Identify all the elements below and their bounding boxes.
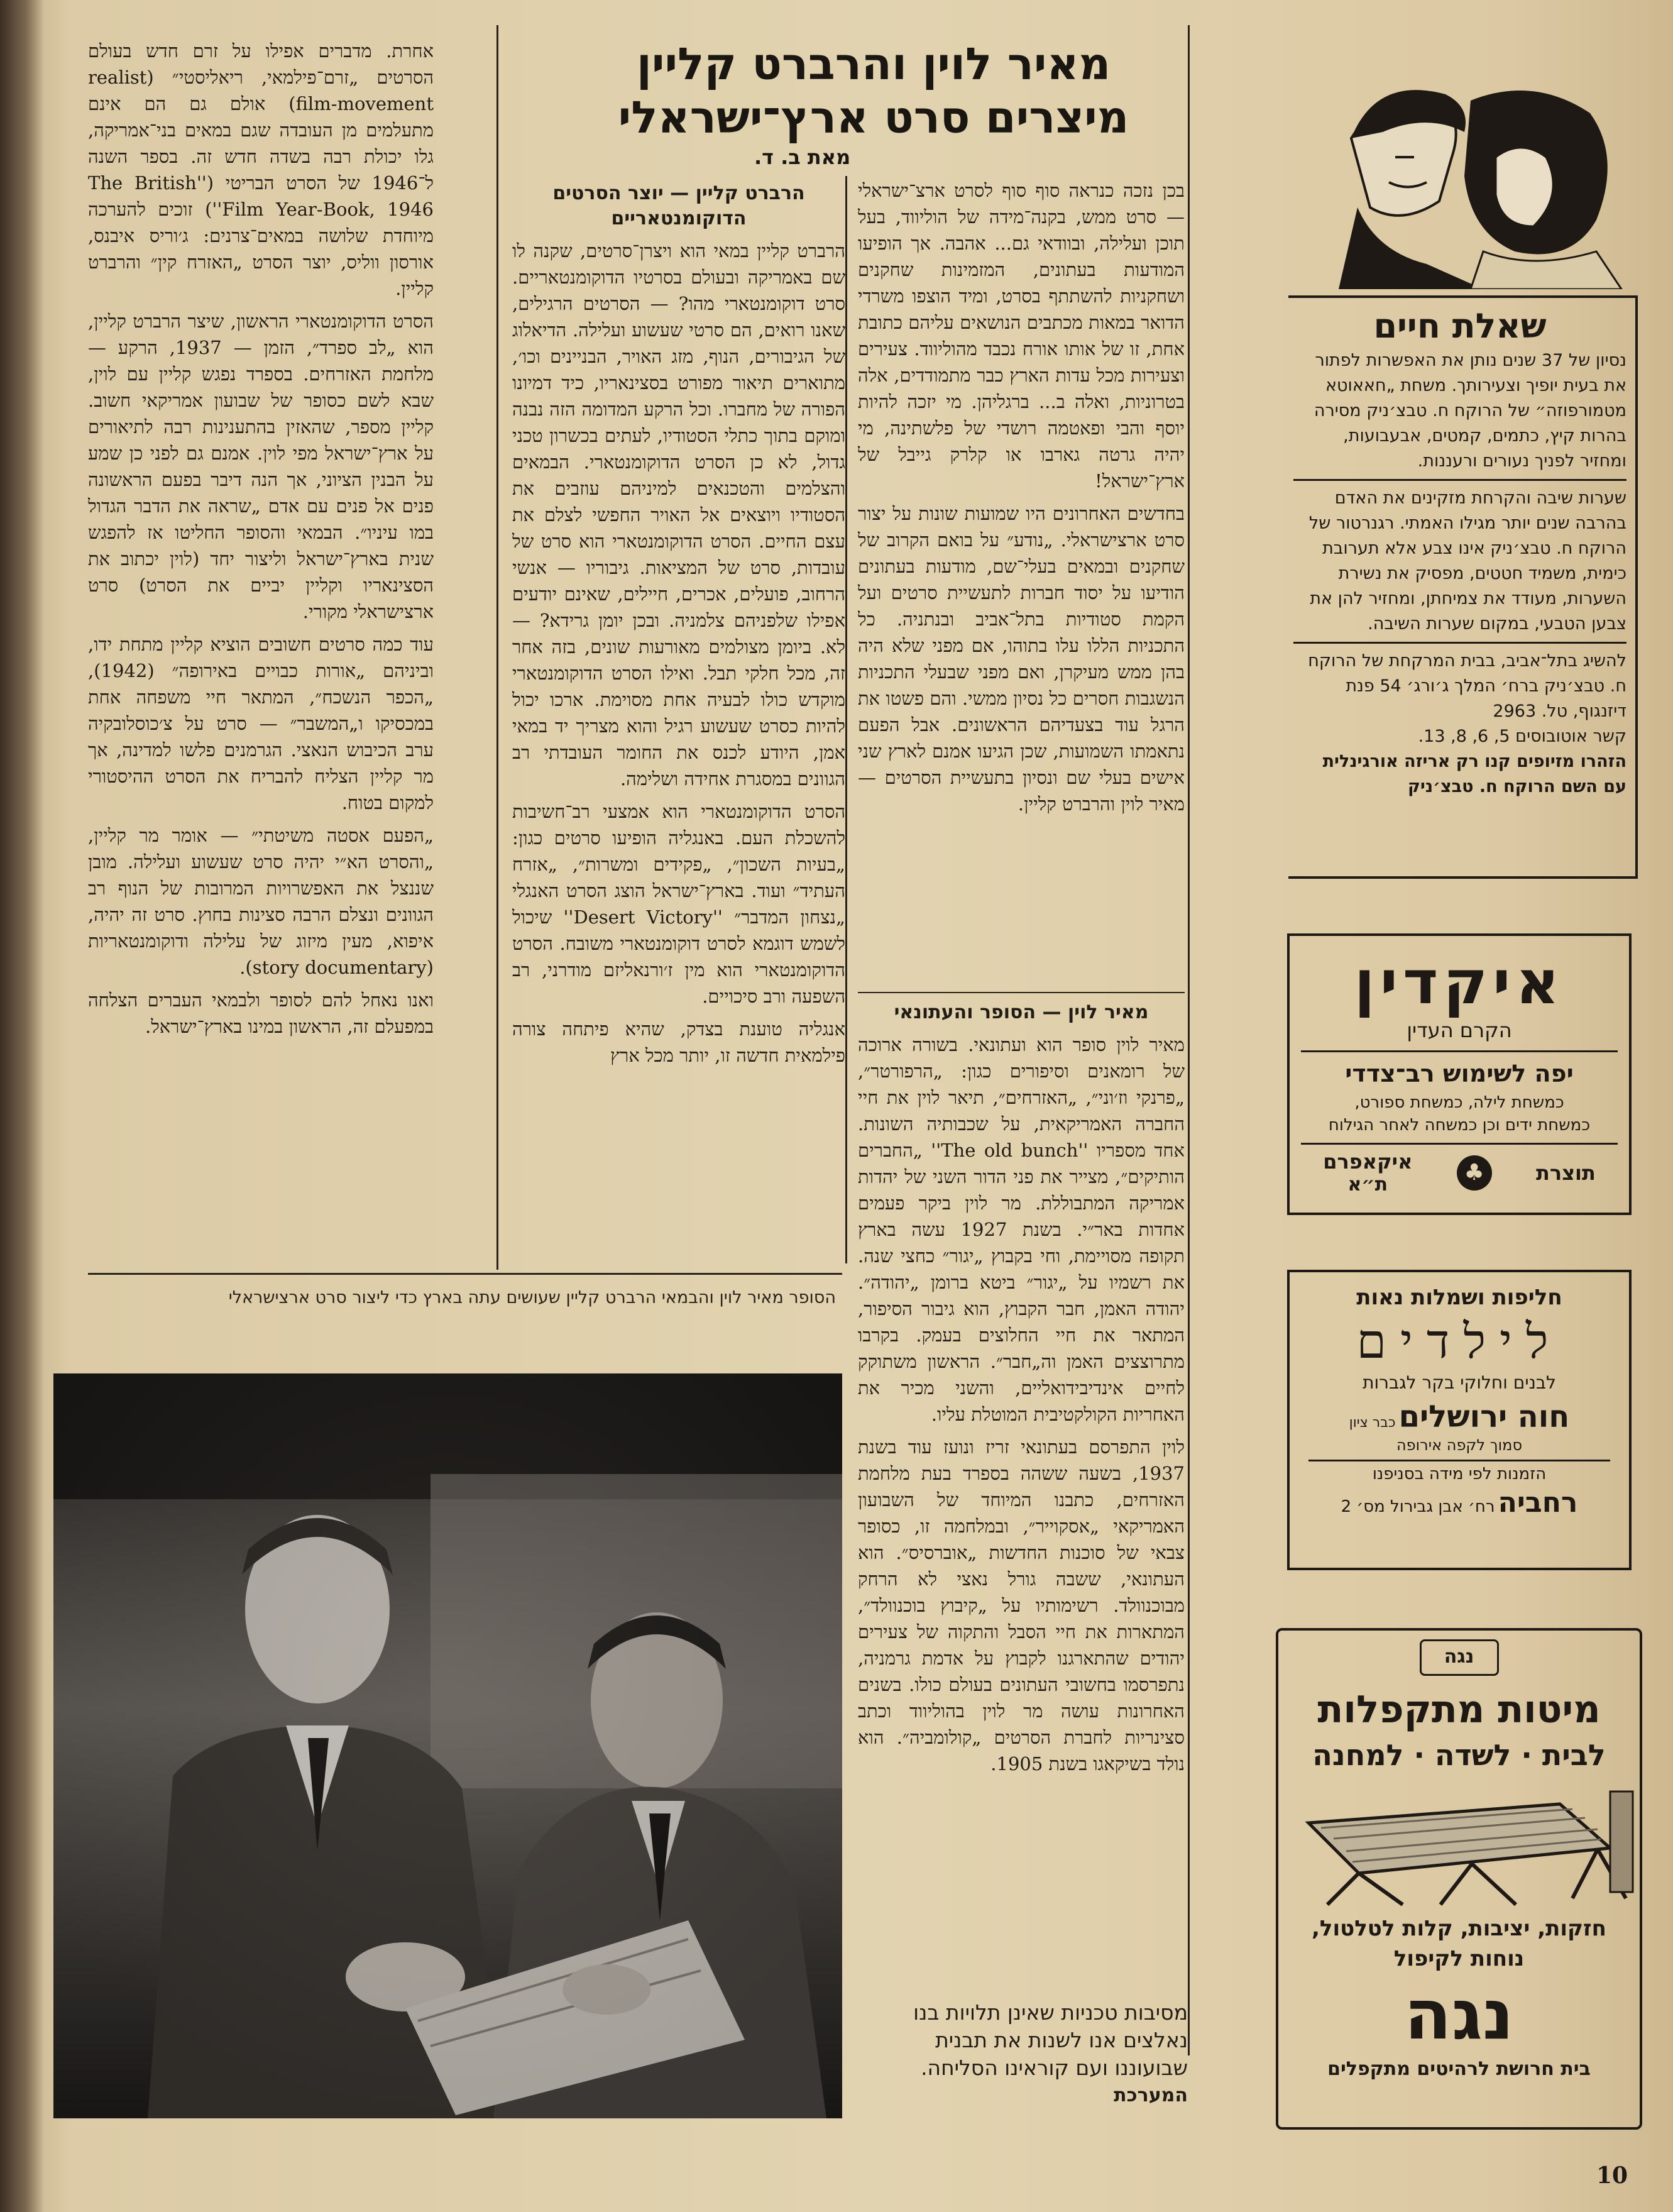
ad-ikadin-cream — [1287, 933, 1632, 1215]
tree-logo-icon: ♣ — [1457, 1155, 1492, 1191]
ad-line: כמשחת לילה, כמשחת ספורט, — [1354, 1093, 1564, 1112]
column-divider — [858, 992, 1185, 993]
ad-branch: רחביה — [1498, 1487, 1578, 1519]
paragraph: מאיר לוין סופר הוא ועתונאי. בשורה ארוכה של רומאנים וסיפורים כגון: „הרפורטר״, „פרנקי וז׳וני״, „האזרחים״, תיאר לוין את חיי החברה האמריקאית, על שכבותיה השונות. אחד מספריו ''The old bunch'' „החברים הותיקים״, מצייר את פני הדור השני של יהדות אמריקה המתבוללת. מר לוין ביקר פעמים אחדות באר״י. בשנת 1927 עשה בארץ תקופה מסויימת, וחי בקבוץ „יגור״ כחצי שנה. את רשמיו על „יגור״ ביטא ברומן „יהודה״. יהודה האמן, חבר הקבוץ, הוא גיבור הסיפור, המתאר את חיי החלוצים בעמק. בקרבו מתרוצצים האמן וה„חבר״. הראשון משתוקק לחיים אינדיבידואליים, והשני מכיר את האחריות הקולקטיבית המוטלת עליו. — [858, 1034, 1185, 1425]
ad-signature: עם השם הרוקח ח. טבצ׳ניק — [1408, 777, 1626, 796]
article-column-3 — [88, 38, 434, 1270]
ad-desc: חזקות, יציבות, קלות לטלטול, — [1311, 1916, 1607, 1941]
editor-note-text: מסיבות טכניות שאינן תלויות בנו נאלצים אנו לשנות את תבנית שבועוננו ועם קוראינו הסליחה. — [913, 2000, 1188, 2080]
ad-branch-row — [1290, 1487, 1629, 1519]
ad-branch-address: רח׳ אבן גבירול מס׳ 2 — [1341, 1497, 1495, 1516]
article-column-2 — [512, 177, 845, 1271]
column-rule — [845, 176, 847, 1263]
ad-slogan: יפה לשימוש רב־צדדי — [1301, 1050, 1618, 1091]
photo-divider — [88, 1273, 842, 1275]
ad-maker-label: תוצרת — [1535, 1160, 1596, 1185]
ad-subtitle: הקרם העדין — [1407, 1018, 1512, 1042]
ad-near: סמוך לקפה אירופה — [1308, 1434, 1610, 1461]
ad-desc: נוחות לקיפול — [1393, 1946, 1525, 1971]
ad-subtitle: לבית · לשדה · למחנה — [1312, 1738, 1606, 1772]
article-column-1 — [858, 177, 1185, 994]
ad-footer — [1301, 1143, 1618, 1196]
column-rule — [496, 25, 498, 1270]
paragraph: עוד כמה סרטים חשובים הוציא קליין מתחת ידו, וביניהם „אורות כבויים באירופה״ (1942), „הכפר הנשכח״, המתאר חיי משפחה אחת במכסיקו ו„המשבר״ — סרט על צ׳כוסלובקיה ערב הכיבוש הנאצי. הגרמנים פלשו למדינה, אך מר קליין הצליח להבריח את הסרט ההיסטורי למקום בטוח. — [88, 634, 434, 813]
ad-paragraph: שערות שיבה והקרחת מזקינים את האדם בהרבה שנים יותר מגילו האמתי. רגנרטור של הרוקח ח. טבצ׳ניק אינו צבע אלא תערובת כימית, משמיד חטטים, מפסיק את נשירת השערות, מעודד את צמיחתן, ומחזיר להן את צבען הטבעי, במקום שערות השיבה. — [1293, 486, 1626, 644]
headline-line2: מיצרים סרט ארץ־ישראלי — [618, 92, 1129, 143]
ad-big-word: לילדים — [1356, 1313, 1562, 1369]
ad-footer: בית חרושת לרהיטים מתקפלים — [1327, 2058, 1591, 2080]
section-heading-levin: מאיר לוין — הסופר והעתונאי — [894, 1001, 1149, 1023]
paragraph: הרברט קליין במאי הוא ויצרן־סרטים, שקנה לו שם באמריקה ובעולם בסרטיו הדוקומנטאריים. סרט דוקומנטארי מהו? — הסרטים הרגילים, שאנו רואים, הם סרטי שעשוע ועלילה. הדיאלוג של הגיבורים, הנוף, מזג האויר, הבניינים וכו׳, מתוארים תיאור מפורט בסצינאריו, כיד דמיונו הפורה של מחברו. וכל הרקע המדומה הזה נבנה ומוקם בתוך כתלי הסטודיו, לעתים בכשרון טכני גדול, לא כן הסרט הדוקומנטארי. הבמאים והצלמים והטכנאים למיניהם עוזבים את הסטודיו ויוצאים אל האויר החפשי לצלם את עצם החיים. הסרט הדוקומנטארי הוא סרט של עובדות, סרט של המציאות. גיבוריו — אנשי הרחוב, פועלים, אכרים, חיילים, שאינם יודעים אפילו שלפניהם צלמניה. ובכן יומן גרידא? — לא. ביומן מצולמים מאורעות שונים, בזה אחר זה, מכל חלקי תבל. ואילו הסרט הדוקומנטארי מוקדש כולו לבעיה אחת מסוימת. ארכו יכול להיות כסרט שעשוע רגיל והוא מצריך יד במאי אמן, היודע לכנס את החומר העובדתי רב הגוונים במסגרת אחידה ושלימה. — [512, 240, 845, 790]
folding-bed-illustration — [1283, 1779, 1635, 1911]
page-number: 10 — [1596, 2162, 1628, 2189]
ad-maker-name: איקאפרם — [1323, 1150, 1413, 1174]
binding-spine — [0, 0, 44, 2212]
paragraph: אחרת. מדברים אפילו על זרם חדש בעולם הסרטים „זרם־פילמאי, ריאליסטי״ (realist film-movement) אולם גם הם אינם מתעלמים מן העובדה שגם במאים בני־אמריקה, גלו יכולת רבה בשדה חדש זה. בספר השנה ל־1946 של הסרט הבריטי (''The British Film Year-Book, 1946'') זוכים להערכה מיוחדת שלושה במאים־צרנים: ג׳וריס איבנס, אורסון ווליס, יוצר הסרט „האזרח קין״ והרברט קליין. — [88, 40, 434, 299]
ad-brand: איקדין — [1354, 947, 1565, 1018]
paragraph: אנגליה טוענת בצדק, שהיא פיתחה צורה פילמאית חדשה זו, יותר מכל ארץ — [512, 1018, 845, 1066]
ad-paragraph: נסיון של 37 שנים נותן את האפשרות לפתור את בעית יופיך וצעירותך. משחת „חאאוטא מטמורפוזה״ של הרוקח ח. טבצ׳ניק מסירה בהרות קיץ, כתמים, קמטים, אבעבועות, ומחזיר לפניך נעורים ורעננות. — [1293, 348, 1626, 481]
ad-title: מיטות מתקפלות — [1317, 1688, 1601, 1732]
paragraph: לוין התפרסם בעתונאי זריז ונועז עוד בשנת 1937, בשעה ששהה בספרד בעת מלחמת האזרחים, כתבנו המיוחד של השבועון האמריקאי „אסקוייר״, ובמלחמה זו, כסופר צבאי של סוכנות החדשות „אוברסיס״. הוא העתונאי, ששבה גורל נאצי לא הרחק מבוכנוולד. רשימותיו על „קיבוץ בוכנוולד״, המתארות את חיי הסבל והתקוה של צעירים יהודים שהתארגנו לקבוץ על אדמת גרמניה, נתפרסמו בחשובי העתונים בעולם כולו. בשנים האחרונות עושה מר לוין בהוליווד וכתב סצינריות לחברת הסרטים „קולומביה״. הוא נולד בשיקאגו בשנת 1905. — [858, 1436, 1185, 1775]
photo-image — [53, 1373, 842, 2118]
ad-shop-name: חוה ירושלים — [1398, 1399, 1570, 1434]
editor-note — [867, 1999, 1188, 2106]
column-rule — [1188, 25, 1190, 2055]
byline: מאת ב. ד. — [754, 145, 851, 169]
ad-city: ת״א — [1347, 1174, 1388, 1196]
ad-title: שאלת חיים — [1373, 306, 1547, 346]
headline-line1: מאיר לוין והרברט קליין — [636, 38, 1111, 90]
paragraph: ואנו נאחל להם לסופר ולבמאי העברים הצלחה במפעלם זה, הראשון במינו בארץ־ישראל. — [88, 989, 434, 1037]
ad-brand: נגה — [1404, 1974, 1514, 2055]
paragraph: בחדשים האחרונים היו שמועות שונות על יצור סרט ארצישראלי. „נודע״ על בואם הקרוב של שחקנים ובמאים בעלי־שם, מודעות בעתונים הודיעו על יסוד חברות לתעשיית סרטים ועל הקמת סטודיות בתל־אביב ובנתניה. כל התכניות הללו עלו בתוהו, אם מפני שלא היה בהן ממש מעיקרן, ואם מפני שבעלי התכניות הנשגבות חסרים כל נסיון ממשי. והם פשטו את הרגל עוד בצעדיהם הראשונים. אבל הפעם נתאמתו השמועות, שכן הגיעו אמנם לארץ שני אישים בעלי שם ונסיון בתעשיית הסרטים — מאיר לוין והרברט קליין. — [858, 503, 1185, 815]
ad-oneg-folding-beds — [1276, 1628, 1642, 2130]
oneg-logo-icon — [1420, 1639, 1499, 1676]
paragraph: הסרט הדוקומנטארי הוא אמצעי רב־חשיבות להשכלת העם. באנגליה הופיעו סרטים כגון: „בעיות השכון״, „פקידים ומשרות״, „אזרח העתיד״ ועוד. בארץ־ישראל הוצג הסרט האנגלי „נצחון המדבר״ ''Desert Victory'' שיכול לשמש דוגמא לסרט דוקומנטארי משובח. הסרט הדוקומנטארי הוא מין ז׳ורנאליזם מודרני, רב השפעה ורב סיכויים. — [512, 801, 845, 1007]
ad-bus-info: קשר אוטובוסים 5, 6, 8, 13. — [1418, 727, 1626, 746]
editor-note-signature: המערכת — [1114, 2084, 1188, 2106]
ad-line: הזמנות לפי מידה בסניפנו — [1372, 1465, 1547, 1483]
paragraph: „הפעם אסטה משיטתי״ — אומר מר קליין, „והסרט הא״י יהיה סרט שעשוע ועלילה. מובן שננצל את האפשרויות המרובות של הנוף רב הגוונים ונצלם הרבה סצינות בחוץ. סרט זה יהיה, איפוא, מעין מיזוג של עלילה ודוקומנטאריות (story documentary). — [88, 825, 434, 978]
ad-maker-block — [1323, 1150, 1412, 1196]
article-column-1b — [858, 996, 1185, 1996]
ad-logo-text: נגה — [1444, 1646, 1474, 1668]
photo-caption: הסופר מאיר לוין והבמאי הרברט קליין שעושים עתה בארץ כדי ליצור סרט ארצישראלי — [228, 1288, 836, 1307]
illustration-image — [1326, 63, 1640, 289]
ad-address: להשיג בתל־אביב, בבית המרקחת של הרוקח ח. טבצ׳ניק ברח׳ המלך ג׳ורג׳ 54 פנת דיזנגוף, טל. 2963 — [1308, 651, 1626, 721]
ad-shop-name-row — [1290, 1399, 1629, 1434]
ad-line: חליפות ושמלות נאות — [1356, 1285, 1562, 1310]
ad-line: כמשחת ידים וכן כמשחה לאחר הגילוח — [1328, 1116, 1591, 1135]
ad-illustration-couple — [1326, 63, 1640, 289]
paragraph: הסרט הדוקומנטארי הראשון, שיצר הרברט קליין, הוא „לב ספרד״, הזמן — 1937, הרקע — מלחמת האזרחים. בספרד נפגש קליין עם לוין, שבא לשם כסופר של שבועון אמריקאי חשוב. קליין מספר, שהאזין בהתענינות רבה לתיאורים על ארץ־ישראל מפי לוין. אמנם גם לפני כן שמע על הבנין הציוני, אך הנה דיבר בפעם הראשונה פנים אל פנים עם אדם „שראה את הדבר הגדול במו עיניו״. הבמאי והסופר החליטו אז להפגש שנית בארץ־ישראל וליצור יחד (לוין יכתוב את הסצינאריו וקליין יביים את הסרט) סרט ארצישראלי מקורי. — [88, 311, 434, 622]
photo-levin-klein — [53, 1373, 842, 2118]
section-heading-klein: הרברט קליין — יוצר הסרטים הדוקומנטאריים — [552, 182, 805, 229]
ad-shop-note: כבר ציון — [1349, 1415, 1396, 1431]
ad-chava-jerusalem — [1287, 1270, 1632, 1570]
ad-tabachnik-cosmetics — [1288, 295, 1638, 879]
ad-warning: הזהרו מזיופים קנו רק אריזה אורגינלית — [1322, 752, 1626, 771]
ad-line: לבנים וחלוקי בקר לגברות — [1363, 1372, 1556, 1393]
paragraph: בכן נזכה כנראה סוף סוף לסרט ארצ־ישראלי — סרט ממש, בקנה־מידה של הוליווד, בעל תוכן ועלילה, ובוודאי גם... אהבה. אך הופיעו המודעות בעתונים, המזמינות שחקנים ושחקניות להשתתף בסרט, ומיד הוצפו משרדי הדואר במאות מכתבים הנושאים עליהם כתובת אחת, זו של אותו אורח נכבד מהוליווד. צעירים וצעירות מכל עדות הארץ כבר מתמודדים, אלה בטרוניות, ואלה ב... ברגליהן. מי יזכה להיות יוסף והבי ופאטמה רושדי של פלשתינה, מי יהיה גרטה גארבו או קלרק גייבל של ארץ־ישראל! — [858, 180, 1185, 492]
